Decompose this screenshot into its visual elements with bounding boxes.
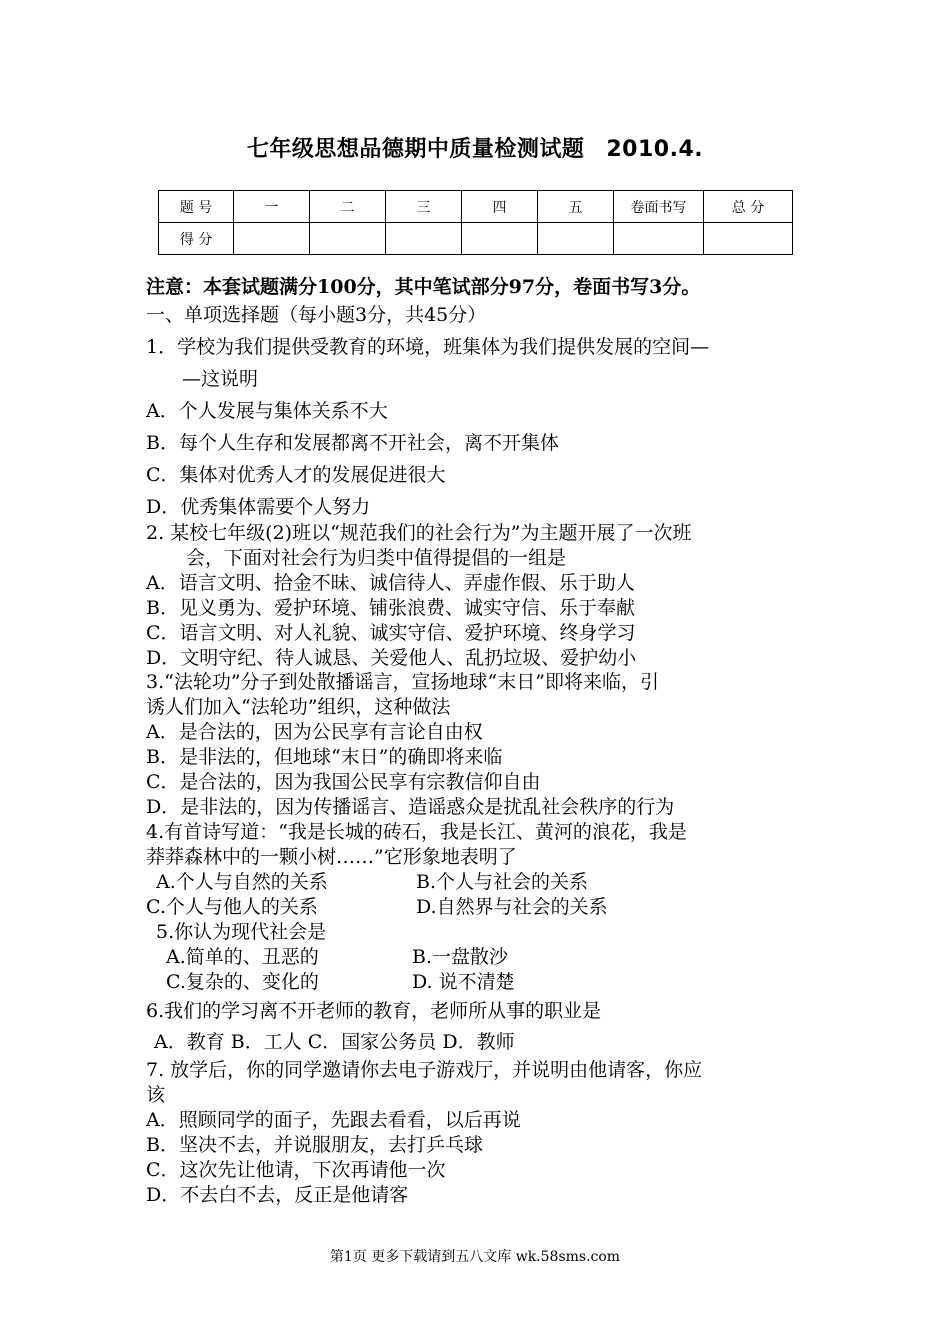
option: D．优秀集体需要个人努力 — [146, 496, 371, 518]
score-cell — [704, 223, 793, 255]
option: C.复杂的、变化的 — [166, 971, 319, 993]
score-table — [158, 190, 793, 255]
option: A．照顾同学的面子，先跟去看看，以后再说 — [146, 1109, 521, 1131]
question-stem: 该 — [146, 1084, 166, 1106]
question-stem: 1．学校为我们提供受教育的环境，班集体为我们提供发展的空间— — [146, 336, 710, 358]
table-cell: 得 分 — [159, 223, 234, 255]
question-stem: 5.你认为现代社会是 — [156, 921, 327, 943]
question-stem: 莽莽森林中的一颗小树……”它形象地表明了 — [146, 846, 517, 868]
score-table-score-row — [159, 223, 793, 255]
option: C．是合法的，因为我国公民享有宗教信仰自由 — [146, 771, 541, 793]
option: D.自然界与社会的关系 — [416, 896, 608, 918]
option: B．见义勇为、爱护环境、铺张浪费、诚实守信、乐于奉献 — [146, 597, 635, 619]
question-stem: 2. 某校七年级(2)班以“规范我们的社会行为”为主题开展了一次班 — [146, 522, 692, 544]
option: D．文明守纪、待人诚恳、关爱他人、乱扔垃圾、爱护幼小 — [146, 647, 637, 669]
option: B.一盘散沙 — [412, 946, 509, 968]
option: D．是非法的，因为传播谣言、造谣惑众是扰乱社会秩序的行为 — [146, 796, 675, 818]
option-row: A．教育 B．工人 C．国家公务员 D．教师 — [154, 1031, 515, 1053]
table-cell: 题 号 — [159, 191, 234, 223]
table-cell: 卷面书写 — [614, 191, 704, 223]
option: C．这次先让他请，下次再请他一次 — [146, 1159, 446, 1181]
score-cell — [310, 223, 386, 255]
question-stem: 会，下面对社会行为归类中值得提倡的一组是 — [186, 547, 567, 569]
table-cell: 一 — [234, 191, 310, 223]
title-text: 七年级思想品德期中质量检测试题 — [246, 137, 585, 162]
question-stem: 3.“法轮功”分子到处散播谣言，宣扬地球“末日”即将来临，引 — [146, 671, 659, 693]
score-cell — [234, 223, 310, 255]
option: C．语言文明、对人礼貌、诚实守信、爱护环境、终身学习 — [146, 622, 636, 644]
option: C.个人与他人的关系 — [146, 896, 318, 918]
table-cell: 三 — [386, 191, 462, 223]
option: A.简单的、丑恶的 — [166, 946, 319, 968]
table-cell: 五 — [538, 191, 614, 223]
score-cell — [538, 223, 614, 255]
score-table-header-row — [159, 191, 793, 223]
option: C．集体对优秀人才的发展促进很大 — [146, 464, 446, 486]
question-stem: 4.有首诗写道：“我是长城的砖石，我是长江、黄河的浪花，我是 — [146, 821, 687, 843]
option: B.个人与社会的关系 — [416, 871, 589, 893]
question-stem: 诱人们加入“法轮功”组织，这种做法 — [146, 696, 451, 718]
question-stem: 7. 放学后，你的同学邀请你去电子游戏厅，并说明由他请客，你应 — [146, 1059, 703, 1081]
exam-title — [0, 132, 950, 163]
option: A．个人发展与集体关系不大 — [146, 400, 388, 422]
option: A.个人与自然的关系 — [156, 871, 328, 893]
question-stem: —这说明 — [182, 368, 259, 390]
score-cell — [614, 223, 704, 255]
question-stem: 6.我们的学习离不开老师的教育，老师所从事的职业是 — [146, 1000, 602, 1022]
option: D．不去白不去，反正是他请客 — [146, 1184, 409, 1206]
option: B．是非法的，但地球“末日”的确即将来临 — [146, 746, 503, 768]
score-cell — [386, 223, 462, 255]
option: D. 说不清楚 — [412, 971, 515, 993]
table-cell: 总 分 — [704, 191, 793, 223]
table-cell: 二 — [310, 191, 386, 223]
option: B．坚决不去，并说服朋友，去打乒乓球 — [146, 1134, 483, 1156]
score-cell — [462, 223, 538, 255]
option: B．每个人生存和发展都离不开社会，离不开集体 — [146, 432, 559, 454]
title-date: 2010.4. — [606, 137, 704, 162]
option: A．是合法的，因为公民享有言论自由权 — [146, 721, 483, 743]
notice: 注意：本套试题满分100分，其中笔试部分97分，卷面书写3分。 — [146, 276, 701, 298]
section-title: 一、单项选择题（每小题3分，共45分） — [146, 304, 487, 326]
table-cell: 四 — [462, 191, 538, 223]
option: A．语言文明、拾金不昧、诚信待人、弄虚作假、乐于助人 — [146, 572, 635, 594]
page-footer: 第1页 更多下载请到五八文库 wk.58sms.com — [329, 1249, 621, 1265]
